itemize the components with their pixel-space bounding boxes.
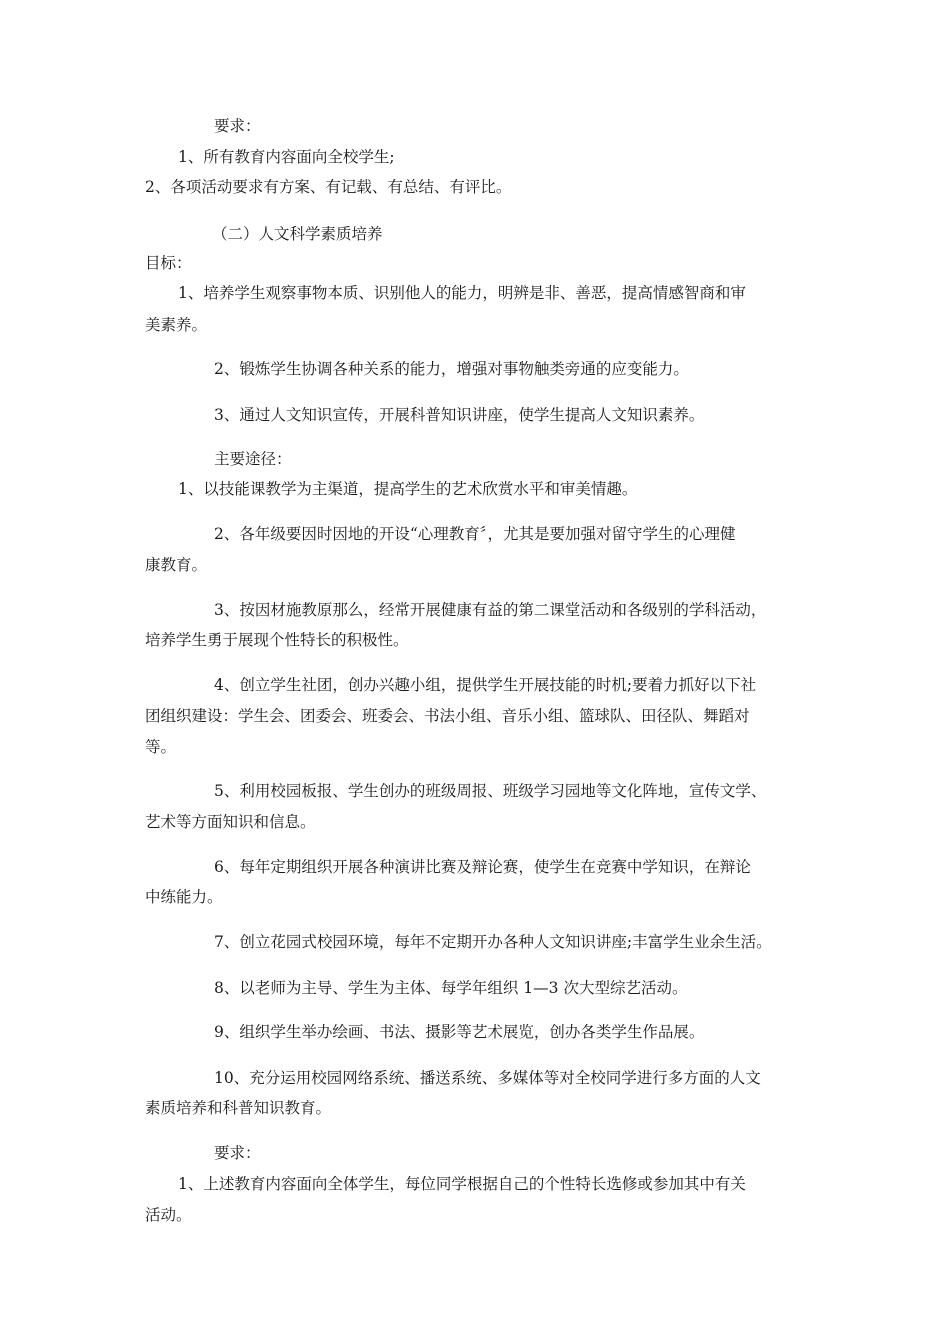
- paragraph-line: 9、组织学生举办绘画、书法、摄影等艺术展览，创办各类学生作品展。: [214, 1023, 705, 1041]
- paragraph-line: 3、通过人文知识宣传，开展科普知识讲座，使学生提高人文知识素养。: [214, 406, 705, 424]
- requirements-heading-1: 要求：: [214, 117, 261, 135]
- requirements-heading-2: 要求：: [214, 1144, 261, 1162]
- paragraph-line: 素质培养和科普知识教育。: [145, 1099, 332, 1117]
- paragraph-line: 2、锻炼学生协调各种关系的能力，增强对事物触类旁通的应变能力。: [214, 360, 689, 378]
- goals-heading: 目标：: [145, 254, 192, 272]
- paragraph-line: 7、创立花园式校园环境，每年不定期开办各种人文知识讲座;丰富学生业余生活。: [214, 933, 772, 951]
- paragraph-line: 活动。: [145, 1206, 192, 1224]
- paragraph-line: 2、各项活动要求有方案、有记载、有总结、有评比。: [145, 178, 512, 196]
- main-approaches-heading: 主要途径：: [214, 450, 292, 468]
- paragraph-line: 1、上述教育内容面向全体学生，每位同学根据自己的个性特长选修或参加其中有关: [178, 1175, 746, 1193]
- section-heading: （二）人文科学素质培养: [212, 225, 383, 243]
- paragraph-line: 3、按因材施教原那么，经常开展健康有益的第二课堂活动和各级别的学科活动，: [214, 601, 767, 619]
- paragraph-line: 10、充分运用校园网络系统、播送系统、多媒体等对全校同学进行多方面的人文: [214, 1069, 761, 1087]
- paragraph-line: 6、每年定期组织开展各种演讲比赛及辩论赛，使学生在竞赛中学知识，在辩论: [214, 858, 751, 876]
- paragraph-line: 美素养。: [145, 316, 208, 334]
- paragraph-line: 5、利用校园板报、学生创办的班级周报、班级学习园地等文化阵地，宣传文学、: [214, 782, 767, 800]
- paragraph-line: 4、创立学生社团，创办兴趣小组，提供学生开展技能的时机;要着力抓好以下社: [214, 676, 757, 694]
- paragraph-line: 等。: [145, 738, 177, 756]
- paragraph-line: 培养学生勇于展现个性特长的积极性。: [145, 631, 409, 649]
- paragraph-line: 中练能力。: [145, 888, 223, 906]
- paragraph-line: 1、所有教育内容面向全校学生;: [178, 148, 395, 166]
- paragraph-line: 1、培养学生观察事物本质、识别他人的能力，明辨是非、善恶，提高情感智商和审: [178, 284, 746, 302]
- paragraph-line: 8、以老师为主导、学生为主体、每学年组织 1—3 次大型综艺活动。: [214, 979, 688, 997]
- paragraph-line: 2、各年级要因时因地的开设“心理教育〞，尤其是要加强对留守学生的心理健: [214, 525, 736, 543]
- paragraph-line: 康教育。: [145, 556, 208, 574]
- paragraph-line: 团组织建设：学生会、团委会、班委会、书法小组、音乐小组、篮球队、田径队、舞蹈对: [145, 707, 750, 725]
- paragraph-line: 艺术等方面知识和信息。: [145, 813, 316, 831]
- paragraph-line: 1、以技能课教学为主渠道，提高学生的艺术欣赏水平和审美情趣。: [178, 480, 638, 498]
